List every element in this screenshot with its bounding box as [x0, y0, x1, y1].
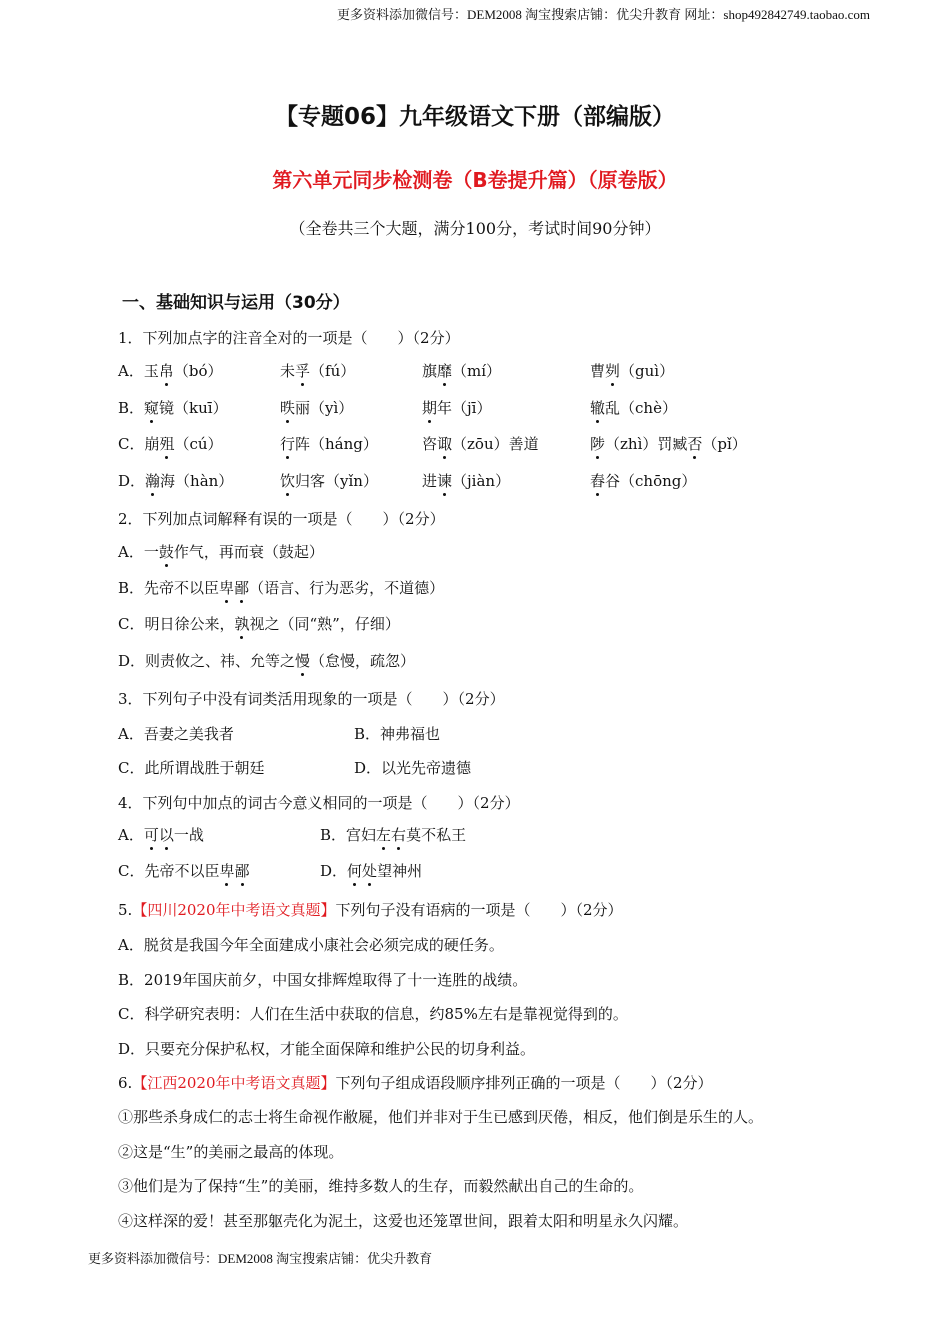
- question-5-option-c: C．科学研究表明：人们在生活中获取的信息，约85%左右是靠视觉得到的。: [118, 1005, 628, 1023]
- emphasis-char: 靡: [437, 362, 453, 380]
- question-6-sentence-1: ①那些杀身成仁的志士将生命视作敝屣，他们并非对于生已感到厌倦，相反，他们倒是乐生的人。: [118, 1108, 764, 1126]
- question-4-stem: 4．下列句中加点的词古今意义相同的一项是（ ）（2分）: [118, 794, 520, 812]
- question-4-option-c: C．先帝不以臣卑鄙: [118, 862, 250, 880]
- emphasis-char: 瀚: [145, 472, 161, 490]
- emphasis-char: 谏: [437, 472, 453, 490]
- question-1-option-item: 曹刿（guì）: [590, 362, 675, 380]
- question-2-option: B．先帝不以臣卑鄙（语言、行为恶劣，不道德）: [118, 579, 445, 597]
- question-3-option-a: A．吾妻之美我者: [118, 725, 234, 743]
- emphasis-char: 右: [391, 826, 407, 844]
- question-1-option-item: 进谏（jiàn）: [422, 472, 511, 490]
- emphasis-char: 期: [422, 399, 438, 417]
- emphasis-char: 鼓: [158, 543, 174, 561]
- section-heading: 一、基础知识与运用（30分）: [122, 293, 350, 313]
- question-3-option-d: D．以光先帝遗德: [354, 759, 472, 777]
- emphasis-char: 孚: [295, 362, 311, 380]
- question-4-option-d: D．何处望神州: [320, 862, 423, 880]
- emphasis-char: 诹: [437, 435, 453, 453]
- question-1-option-item: 未孚（fú）: [280, 362, 356, 380]
- question-1-option-item: 旗靡（mí）: [422, 362, 502, 380]
- question-5-stem: [118, 899, 623, 920]
- question-6-sentence-2: ②这是“生”的美丽之最高的体现。: [118, 1143, 344, 1161]
- emphasis-char: 卑: [219, 579, 235, 597]
- emphasis-char: 辙: [590, 399, 606, 417]
- question-3-option-b: B．神弗福也: [354, 725, 441, 743]
- emphasis-char: 舂: [590, 472, 606, 490]
- emphasis-char: 鄙: [234, 862, 250, 880]
- question-1-option-item: 舂谷（chōng）: [590, 472, 697, 490]
- question-5-number: 5.: [118, 901, 133, 919]
- question-1-option-item: 咨诹（zōu）善道: [422, 435, 539, 453]
- question-4-option-a: A．可以一战: [118, 826, 204, 844]
- question-1-option-item: 辙乱（chè）: [590, 399, 677, 417]
- question-6-text: 下列句子组成语段顺序排列正确的一项是（ ）（2分）: [335, 1074, 713, 1092]
- question-3-stem: 3．下列句子中没有词类活用现象的一项是（ ）（2分）: [118, 690, 505, 708]
- emphasis-char: 昳: [280, 399, 296, 417]
- emphasis-char: 处: [362, 862, 378, 880]
- emphasis-char: 以: [158, 826, 174, 844]
- document-title: 【专题06】九年级语文下册（部编版）: [274, 104, 675, 130]
- emphasis-char: 窥: [144, 399, 160, 417]
- emphasis-char: 刿: [605, 362, 621, 380]
- emphasis-char: 帛: [158, 362, 174, 380]
- emphasis-char: 陟: [590, 435, 606, 453]
- emphasis-char: 慢: [295, 652, 311, 670]
- emphasis-char: 否: [687, 435, 703, 453]
- question-1-option-item: B．窥镜（kuī）: [118, 399, 228, 417]
- question-1-option-item: 期年（jī）: [422, 399, 492, 417]
- document-subtitle: 第六单元同步检测卷（B卷提升篇）（原卷版）: [272, 168, 678, 192]
- question-6-stem: [118, 1072, 713, 1093]
- question-1-option-item: D．瀚海（hàn）: [118, 472, 234, 490]
- question-6-sentence-3: ③他们是为了保持“生”的美丽，维持多数人的生存，而毅然献出自己的生命的。: [118, 1177, 644, 1195]
- question-5-text: 下列句子没有语病的一项是（ ）（2分）: [335, 901, 623, 919]
- question-2-option: D．则责攸之、祎、允等之慢（怠慢，疏忽）: [118, 652, 416, 670]
- question-5-option-a: A．脱贫是我国今年全面建成小康社会必须完成的硬任务。: [118, 936, 504, 954]
- question-5-option-d: D．只要充分保护私权，才能全面保障和维护公民的切身利益。: [118, 1040, 536, 1058]
- emphasis-char: 何: [347, 862, 363, 880]
- emphasis-char: 可: [143, 826, 159, 844]
- question-1-option-item: 饮归客（yǐn）: [280, 472, 378, 490]
- question-1-option-item: A．玉帛（bó）: [118, 362, 223, 380]
- question-2-stem: 2．下列加点词解释有误的一项是（ ）（2分）: [118, 510, 445, 528]
- question-6-number: 6.: [118, 1074, 133, 1092]
- emphasis-char: 殂: [159, 435, 175, 453]
- emphasis-char: 行: [280, 435, 296, 453]
- question-2-option: C．明日徐公来，孰视之（同“熟”，仔细）: [118, 615, 400, 633]
- question-2-option: A．一鼓作气，再而衰（鼓起）: [118, 543, 324, 561]
- question-1-option-item: 行阵（háng）: [280, 435, 378, 453]
- question-1-option-item: C．崩殂（cú）: [118, 435, 223, 453]
- page-header: 更多资料添加微信号：DEM2008 淘宝搜索店铺：优尖升教育 网址：shop492842749.taobao.com: [337, 7, 870, 22]
- exam-note: （全卷共三个大题，满分100分，考试时间90分钟）: [289, 219, 661, 238]
- page-footer: 更多资料添加微信号：DEM2008 淘宝搜索店铺：优尖升教育: [88, 1251, 433, 1266]
- question-1-option-item: 陟（zhì）罚臧否（pǐ）: [590, 435, 747, 453]
- question-1-stem: 1．下列加点字的注音全对的一项是（ ）（2分）: [118, 329, 460, 347]
- emphasis-char: 鄙: [234, 579, 250, 597]
- question-6-source: 【江西2020年中考语文真题】: [132, 1074, 336, 1092]
- emphasis-char: 饮: [280, 472, 296, 490]
- question-3-option-c: C．此所谓战胜于朝廷: [118, 759, 265, 777]
- emphasis-char: 卑: [219, 862, 235, 880]
- question-5-source: 【四川2020年中考语文真题】: [132, 901, 336, 919]
- emphasis-char: 孰: [234, 615, 250, 633]
- question-5-option-b: B．2019年国庆前夕，中国女排辉煌取得了十一连胜的战绩。: [118, 971, 528, 989]
- emphasis-char: 左: [376, 826, 392, 844]
- question-4-option-b: B．宫妇左右莫不私王: [320, 826, 467, 844]
- question-6-sentence-4: ④这样深的爱！甚至那躯壳化为泥土，这爱也还笼罩世间，跟着太阳和明星永久闪耀。: [118, 1212, 689, 1230]
- question-1-option-item: 昳丽（yì）: [280, 399, 354, 417]
